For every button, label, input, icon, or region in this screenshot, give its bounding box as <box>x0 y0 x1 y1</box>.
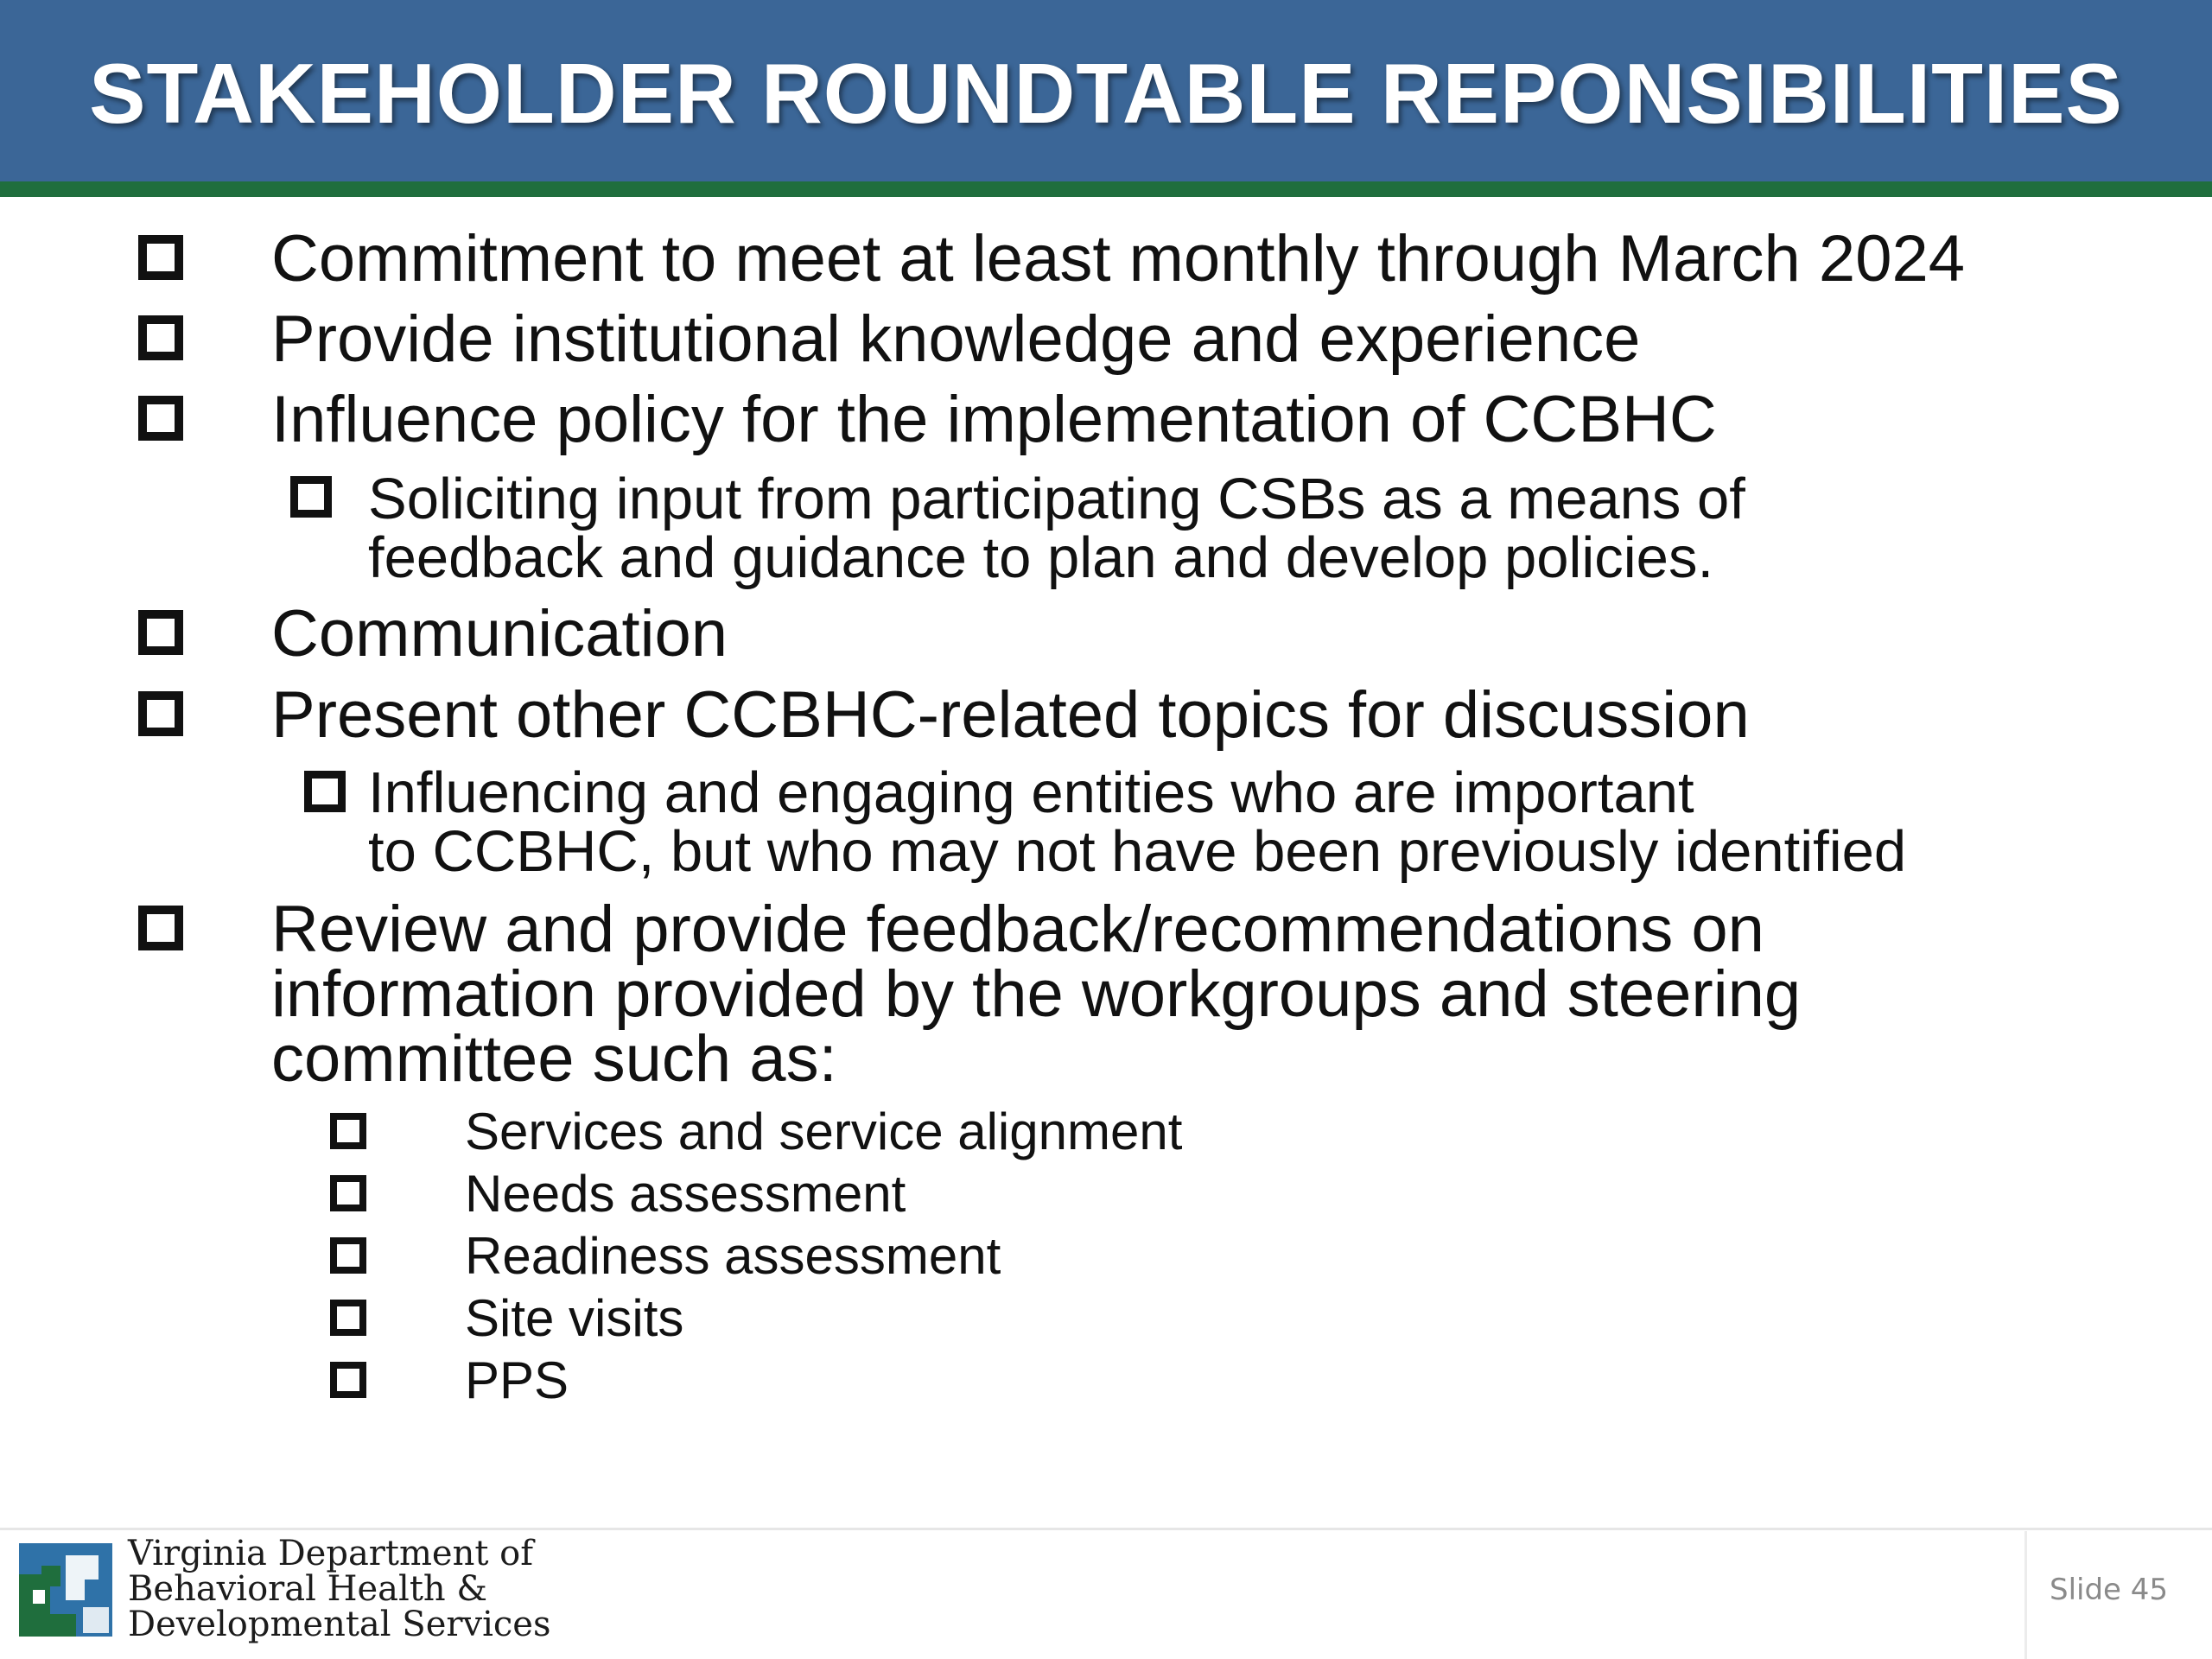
checkbox-bullet-icon <box>304 771 346 812</box>
checkbox-bullet-icon <box>138 235 183 280</box>
sub-list-item: PPS <box>465 1351 569 1409</box>
checkbox-bullet-icon <box>138 691 183 736</box>
bullet-item: Present other CCBHC-related topics for discussion <box>271 678 1750 752</box>
sub-list-item: Readiness assessment <box>465 1227 1001 1285</box>
org-name-line: Virginia Department of <box>128 1534 534 1573</box>
footer-divider-line <box>0 1528 2212 1530</box>
dbhds-logo-icon <box>16 1540 116 1640</box>
slide-title: STAKEHOLDER ROUNDTABLE REPONSIBILITIES <box>89 46 2123 141</box>
sub-bullet-item-continuation: to CCBHC, but who may not have been previously identified <box>368 819 1907 884</box>
sub-list-item: Site visits <box>465 1289 684 1347</box>
checkbox-bullet-icon <box>330 1300 366 1336</box>
organization-name <box>128 1536 550 1643</box>
bullet-item: Review and provide feedback/recommendations on <box>271 893 1764 966</box>
bullet-item: Provide institutional knowledge and experience <box>271 302 1641 376</box>
checkbox-bullet-icon <box>138 610 183 655</box>
checkbox-bullet-icon <box>138 315 183 360</box>
bullet-item-continuation: information provided by the workgroups and steering <box>271 957 1802 1031</box>
footer-vertical-divider <box>2024 1531 2027 1659</box>
checkbox-bullet-icon <box>330 1175 366 1211</box>
sub-bullet-item: Soliciting input from participating CSBs as a means of <box>368 467 1745 531</box>
checkbox-bullet-icon <box>138 396 183 441</box>
slide-number: Slide 45 <box>2050 1573 2169 1607</box>
title-accent-stripe <box>0 181 2212 197</box>
checkbox-bullet-icon <box>330 1362 366 1398</box>
checkbox-bullet-icon <box>330 1113 366 1149</box>
bullet-item-continuation: committee such as: <box>271 1022 837 1096</box>
bullet-item: Influence policy for the implementation of CCBHC <box>271 383 1717 456</box>
sub-list-item: Services and service alignment <box>465 1103 1183 1160</box>
checkbox-bullet-icon <box>138 906 183 950</box>
bullet-item: Communication <box>271 597 728 671</box>
org-name-line: Developmental Services <box>128 1605 551 1644</box>
bullet-item: Commitment to meet at least monthly through March 2024 <box>271 222 1966 296</box>
sub-list-item: Needs assessment <box>465 1165 906 1223</box>
checkbox-bullet-icon <box>330 1237 366 1274</box>
sub-bullet-item-continuation: feedback and guidance to plan and develop policies. <box>368 525 1714 590</box>
sub-bullet-item: Influencing and engaging entities who are important <box>368 760 1694 825</box>
org-name-line: Behavioral Health & <box>128 1569 487 1609</box>
checkbox-bullet-icon <box>290 476 332 518</box>
